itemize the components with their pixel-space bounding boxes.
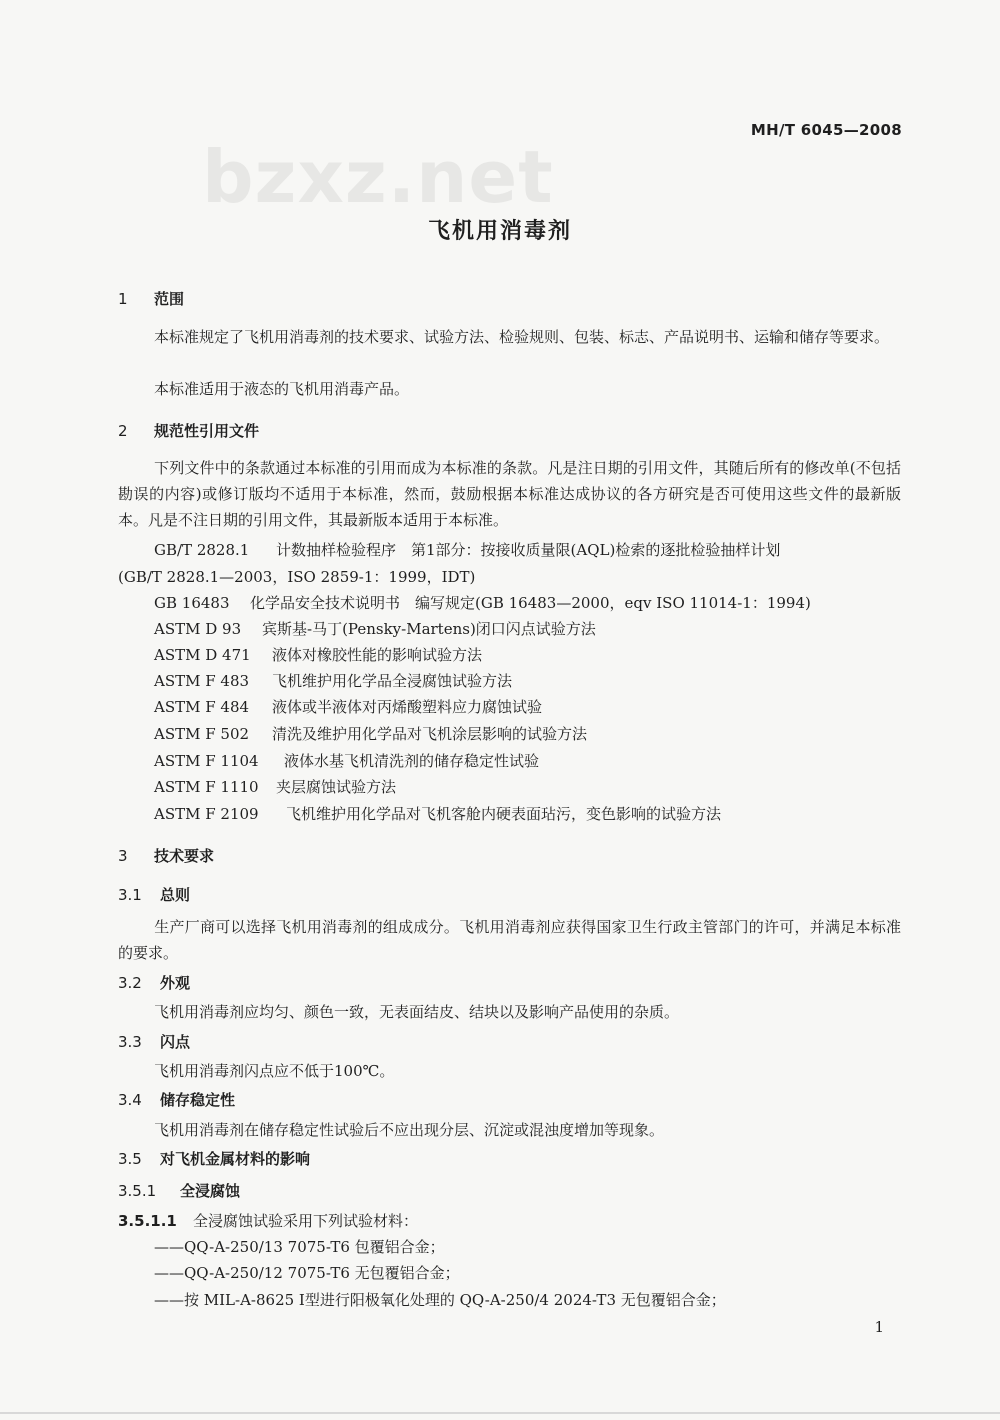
list-item: ——QQ-A-250/12 7075-T6 无包覆铝合金； (154, 1264, 460, 1282)
section-1-paragraph-1: 本标准规定了飞机用消毒剂的技术要求、试验方法、检验规则、包装、标志、产品说明书、运输和储存等要求。 (154, 328, 890, 346)
reference-item: ASTM F 484 液体或半液体对丙烯酸塑料应力腐蚀试验 (154, 698, 543, 716)
section-2-paragraph: 下列文件中的条款通过本标准的引用而成为本标准的条款。凡是注日期的引用文件，其随后所有的修改单(不包括勘误的内容)或修订版均不适用于本标准，然而，鼓励根据本标准达成协议的各方研究是否可使用这些文件的最新版本。凡是不注日期的引用文件，其最新版本适用于本标准。 (118, 459, 901, 529)
section-3-5-heading: 3.5 对飞机金属材料的影响 (118, 1150, 311, 1168)
section-3-3-heading: 3.3 闪点 (118, 1033, 191, 1051)
reference-item: ASTM D 471 液体对橡胶性能的影响试验方法 (154, 646, 483, 664)
list-item: ——QQ-A-250/13 7075-T6 包覆铝合金； (154, 1238, 445, 1256)
reference-item-continuation: (GB/T 2828.1—2003，ISO 2859-1：1999，IDT) (118, 568, 476, 586)
section-3-2-paragraph: 飞机用消毒剂应均匀、颜色一致，无表面结皮、结块以及影响产品使用的杂质。 (154, 1003, 680, 1021)
list-item: ——按 MIL-A-8625 Ⅰ型进行阳极氧化处理的 QQ-A-250/4 2024-T3 无包覆铝合金； (154, 1291, 726, 1309)
page-edge-divider (0, 1412, 1000, 1414)
reference-item: GB/T 2828.1 计数抽样检验程序 第1部分：按接收质量限(AQL)检索的逐批检验抽样计划 (154, 541, 781, 559)
reference-item: ASTM F 502 清洗及维护用化学品对飞机涂层影响的试验方法 (154, 725, 588, 743)
reference-item: ASTM F 1104 液体水基飞机清洗剂的储存稳定性试验 (154, 752, 540, 770)
section-3-5-1-1-clause: 3.5.1.1 全浸腐蚀试验采用下列试验材料： (118, 1212, 419, 1230)
section-1-paragraph-2: 本标准适用于液态的飞机用消毒产品。 (154, 380, 410, 398)
watermark: bzxz.net (202, 135, 554, 219)
reference-item: ASTM F 2109 飞机维护用化学品对飞机客舱内硬表面玷污，变色影响的试验方法 (154, 805, 722, 823)
section-2-heading: 2 规范性引用文件 (118, 422, 260, 440)
reference-item: ASTM D 93 宾斯基-马丁(Pensky-Martens)闭口闪点试验方法 (154, 620, 596, 638)
reference-item: ASTM F 483 飞机维护用化学品全浸腐蚀试验方法 (154, 672, 513, 690)
section-3-heading: 3 技术要求 (118, 847, 215, 865)
section-3-4-heading: 3.4 储存稳定性 (118, 1091, 236, 1109)
section-1-heading: 1 范围 (118, 290, 185, 308)
page-number: 1 (874, 1318, 884, 1336)
reference-item: ASTM F 1110 夹层腐蚀试验方法 (154, 778, 397, 796)
section-3-4-paragraph: 飞机用消毒剂在储存稳定性试验后不应出现分层、沉淀或混浊度增加等现象。 (154, 1121, 665, 1139)
reference-item: GB 16483 化学品安全技术说明书 编写规定(GB 16483—2000，eqv ISO 11014-1：1994) (154, 594, 811, 612)
section-3-2-heading: 3.2 外观 (118, 974, 191, 992)
section-3-1-paragraph: 生产厂商可以选择飞机用消毒剂的组成成分。飞机用消毒剂应获得国家卫生行政主管部门的许可，并满足本标准的要求。 (118, 918, 901, 962)
standard-code: MH/T 6045—2008 (750, 121, 902, 139)
section-3-1-heading: 3.1 总则 (118, 886, 191, 904)
section-3-3-paragraph: 飞机用消毒剂闪点应不低于100℃。 (154, 1062, 395, 1080)
section-3-5-1-heading: 3.5.1 全浸腐蚀 (118, 1182, 241, 1200)
document-title: 飞机用消毒剂 (427, 219, 572, 244)
